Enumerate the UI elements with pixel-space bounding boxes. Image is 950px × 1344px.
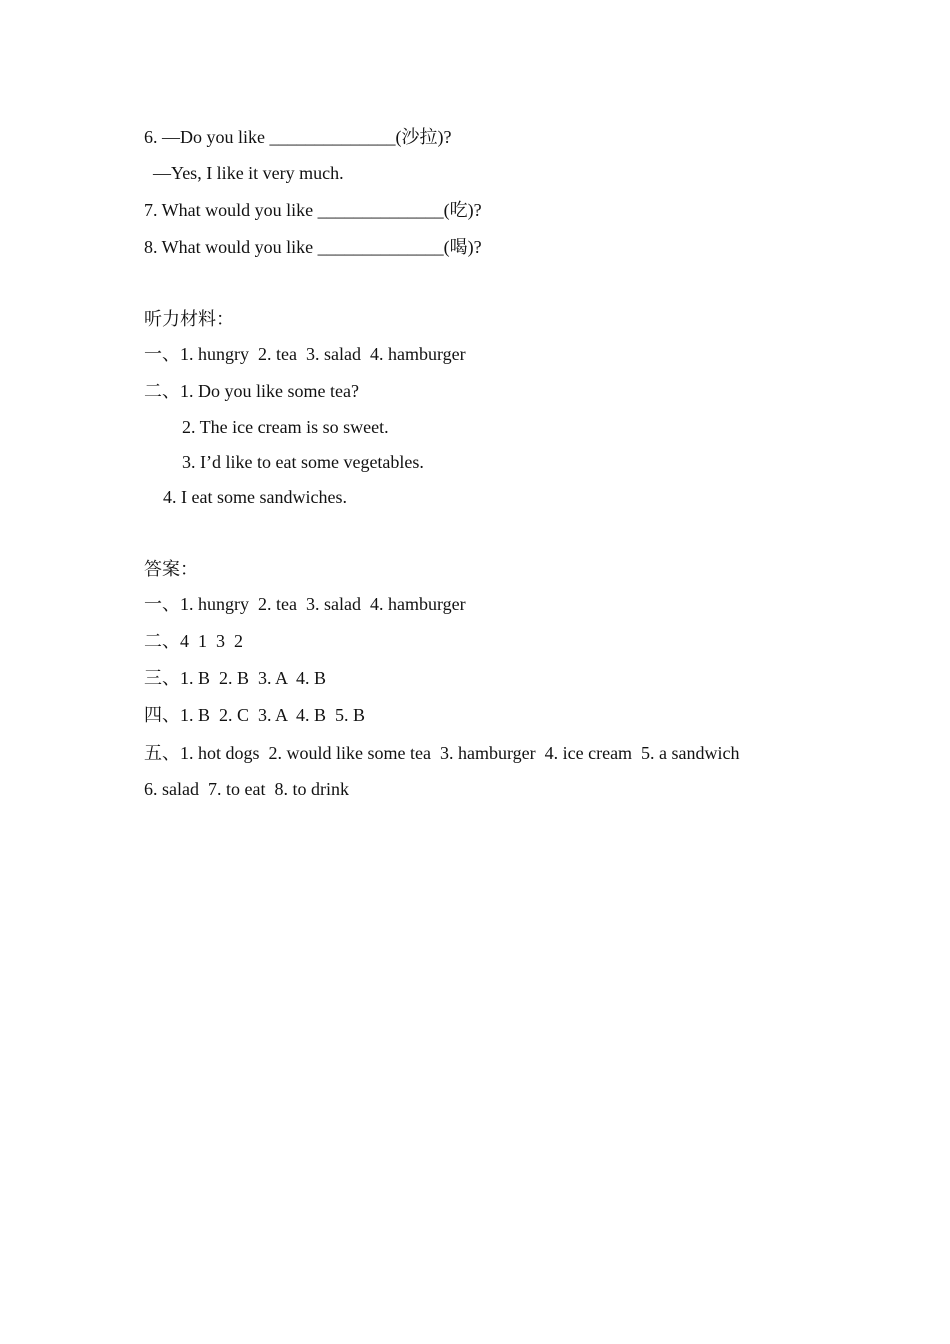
listening-part-2-item-3: 3. I’d like to eat some vegetables. [182, 452, 424, 472]
answers-part-3: 三、1. B 2. B 3. A 4. B [144, 668, 327, 688]
answers-part-5-line-1: 五、1. hot dogs 2. would like some tea 3. hamburger 4. ice cream 5. a sandwich [144, 743, 740, 763]
question-8: 8. What would you like ______________(喝)? [144, 237, 482, 257]
listening-part-1: 一、1. hungry 2. tea 3. salad 4. hamburger [144, 344, 466, 364]
answers-part-4: 四、1. B 2. C 3. A 4. B 5. B [144, 705, 366, 725]
answers-part-1: 一、1. hungry 2. tea 3. salad 4. hamburger [144, 594, 466, 614]
answers-part-5-line-2: 6. salad 7. to eat 8. to drink [144, 779, 349, 799]
listening-heading: 听力材料： [144, 309, 234, 329]
answers-heading: 答案： [144, 559, 198, 579]
listening-part-2-item-1: 二、1. Do you like some tea? [144, 381, 359, 401]
answers-part-2: 二、4 1 3 2 [144, 631, 243, 651]
question-6: 6. —Do you like ______________(沙拉)? [144, 127, 452, 147]
question-6-answer: —Yes, I like it very much. [153, 163, 344, 183]
listening-part-2-item-2: 2. The ice cream is so sweet. [182, 417, 389, 437]
question-7: 7. What would you like ______________(吃)? [144, 200, 482, 220]
listening-part-2-item-4: 4. I eat some sandwiches. [163, 487, 347, 507]
